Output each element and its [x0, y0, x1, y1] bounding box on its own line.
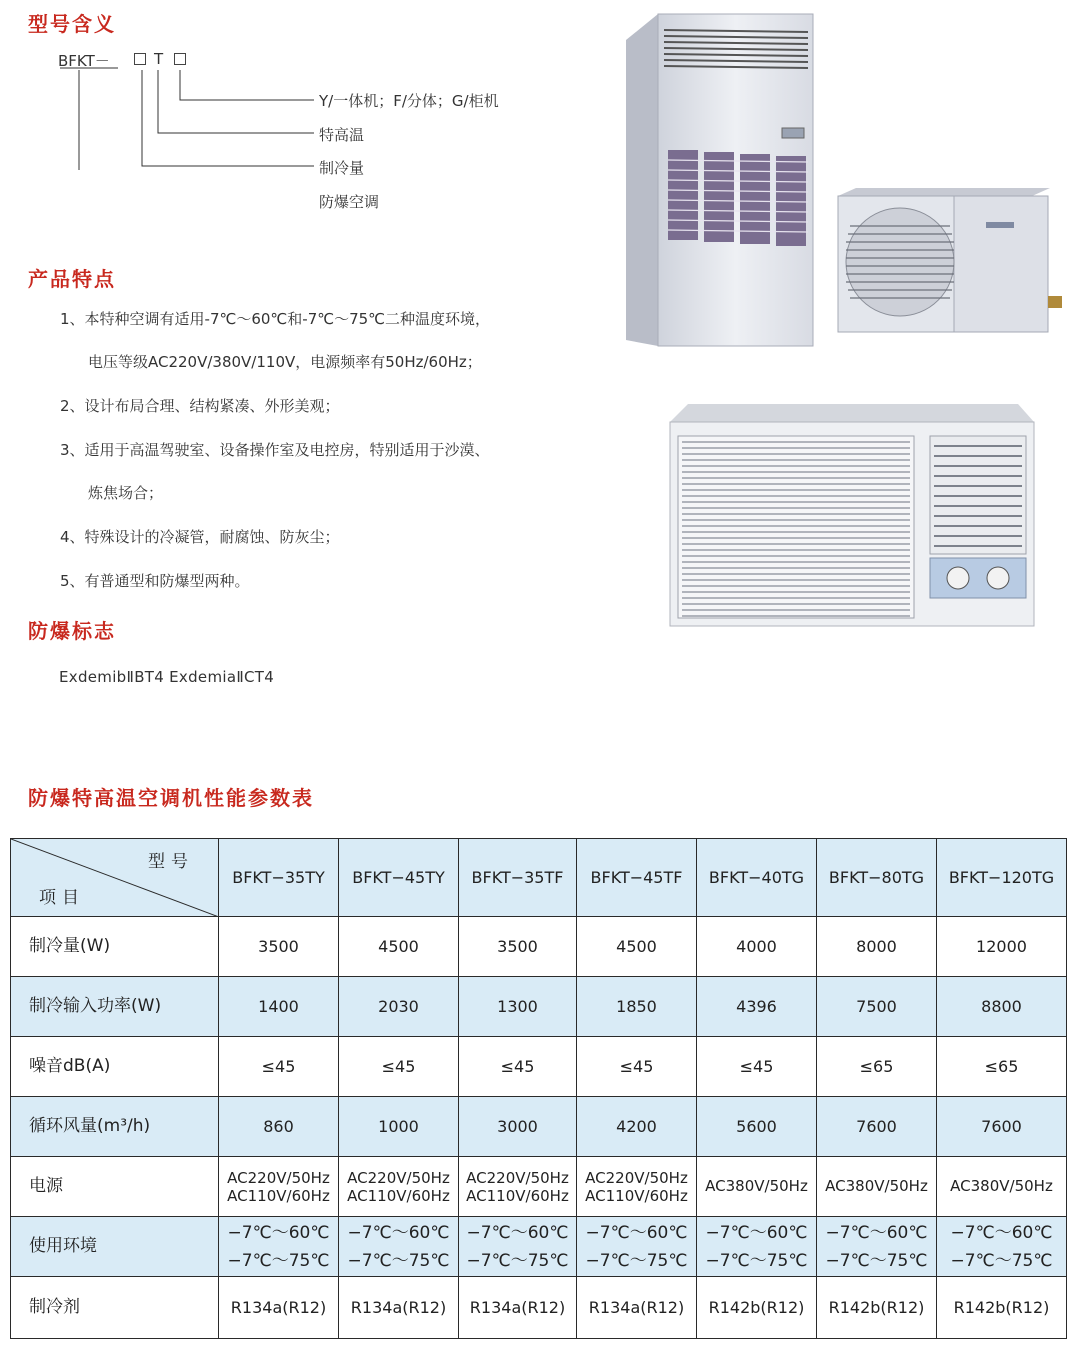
legend-high-temp: 特高温 [319, 126, 365, 144]
model-code-t: T [154, 50, 164, 68]
table-cell-line: AC380V/50Hz [705, 1177, 808, 1196]
model-code-prefix: BFKT－ [58, 52, 110, 70]
table-cell-line: AC380V/50Hz [950, 1177, 1053, 1196]
table-cell: 4000 [697, 917, 817, 977]
table-cell-line: −7℃～75℃ [227, 1250, 330, 1271]
table-cell [459, 1217, 577, 1277]
table-row-input-power [11, 977, 1067, 1037]
window-air-conditioner-image [666, 402, 1038, 628]
table-cell: 3500 [459, 917, 577, 977]
table-cell: 3500 [219, 917, 339, 977]
feature-2: 2、设计布局合理、结构紧凑、外形美观； [60, 397, 340, 415]
table-row-environment [11, 1217, 1067, 1277]
spec-table-title: 防爆特高温空调机性能参数表 [28, 786, 314, 810]
table-cell: R134a(R12) [459, 1277, 577, 1339]
table-cell-line: −7℃～60℃ [347, 1222, 450, 1243]
legend-type: Y/一体机；F/分体；G/柜机 [319, 92, 499, 110]
header-model-5: BFKT−80TG [817, 839, 937, 917]
table-cell [339, 1157, 459, 1217]
code-leader-lines [0, 0, 330, 170]
table-cell: ≤45 [339, 1037, 459, 1097]
table-cell: 4500 [339, 917, 459, 977]
table-cell: R142b(R12) [817, 1277, 937, 1339]
table-row-airflow [11, 1097, 1067, 1157]
table-cell: 7600 [817, 1097, 937, 1157]
row-label: 制冷剂 [11, 1277, 219, 1339]
table-cell: 5600 [697, 1097, 817, 1157]
table-cell: R142b(R12) [937, 1277, 1067, 1339]
table-cell-line: −7℃～60℃ [466, 1222, 569, 1243]
split-outdoor-unit-image [836, 186, 1066, 336]
table-cell-line: −7℃～75℃ [347, 1250, 450, 1271]
table-cell-line: −7℃～60℃ [825, 1222, 928, 1243]
table-cell: R134a(R12) [219, 1277, 339, 1339]
table-cell-line: AC220V/50Hz [227, 1168, 330, 1187]
table-cell-line: AC110V/60Hz [227, 1186, 330, 1205]
table-cell [577, 1217, 697, 1277]
table-cell: ≤65 [817, 1037, 937, 1097]
table-cell: 1300 [459, 977, 577, 1037]
table-cell-line: −7℃～75℃ [825, 1250, 928, 1271]
table-cell: 1000 [339, 1097, 459, 1157]
table-cell-line: AC220V/50Hz [585, 1168, 688, 1187]
table-cell [697, 1157, 817, 1217]
table-cell: 4396 [697, 977, 817, 1037]
features-title: 产品特点 [28, 267, 116, 291]
table-cell-line: −7℃～75℃ [466, 1250, 569, 1271]
row-label: 电源 [11, 1157, 219, 1217]
table-cell: 8000 [817, 917, 937, 977]
table-row-refrigerant [11, 1277, 1067, 1339]
table-cell: 1850 [577, 977, 697, 1037]
table-cell [937, 1157, 1067, 1217]
table-cell-line: −7℃～60℃ [585, 1222, 688, 1243]
table-row-noise [11, 1037, 1067, 1097]
table-cell: ≤45 [219, 1037, 339, 1097]
header-item-label: 项目 [39, 888, 85, 909]
table-cell: 1400 [219, 977, 339, 1037]
table-cell [219, 1157, 339, 1217]
table-cell: 3000 [459, 1097, 577, 1157]
table-cell: 7600 [937, 1097, 1067, 1157]
table-cell: R142b(R12) [697, 1277, 817, 1339]
table-cell-line: −7℃～60℃ [227, 1222, 330, 1243]
table-cell [339, 1217, 459, 1277]
row-label: 制冷输入功率(W) [11, 977, 219, 1037]
table-cell [937, 1217, 1067, 1277]
table-header-row [11, 839, 1067, 917]
table-cell-line: AC220V/50Hz [466, 1168, 569, 1187]
table-cell: 7500 [817, 977, 937, 1037]
table-cell: 12000 [937, 917, 1067, 977]
table-cell-line: −7℃～75℃ [950, 1250, 1053, 1271]
header-model-2: BFKT−35TF [459, 839, 577, 917]
table-cell: 4200 [577, 1097, 697, 1157]
table-cell-line: −7℃～60℃ [950, 1222, 1053, 1243]
feature-1-cont: 电压等级AC220V/380V/110V，电源频率有50Hz/60Hz； [88, 353, 482, 371]
explosion-marking-title: 防爆标志 [28, 619, 116, 643]
row-label: 噪音dB(A) [11, 1037, 219, 1097]
header-model-0: BFKT−35TY [219, 839, 339, 917]
table-cell-line: AC110V/60Hz [347, 1186, 450, 1205]
legend-explosion-proof: 防爆空调 [319, 193, 380, 211]
table-cell: ≤65 [937, 1037, 1067, 1097]
feature-5: 5、有普通型和防爆型两种。 [60, 572, 250, 590]
table-cell [697, 1217, 817, 1277]
table-cell: 4500 [577, 917, 697, 977]
table-cell: 860 [219, 1097, 339, 1157]
feature-3: 3、适用于高温驾驶室、设备操作室及电控房，特别适用于沙漠、 [60, 441, 490, 459]
table-cell-line: −7℃～75℃ [585, 1250, 688, 1271]
model-meaning-title: 型号含义 [28, 12, 116, 36]
feature-3-cont: 炼焦场合； [88, 484, 164, 502]
table-cell-line: AC110V/60Hz [466, 1186, 569, 1205]
table-cell: ≤45 [697, 1037, 817, 1097]
header-corner-cell [11, 839, 219, 917]
explosion-marking-text: ExdemibⅡBT4 ExdemiaⅡCT4 [59, 668, 275, 686]
table-cell [459, 1157, 577, 1217]
header-model-3: BFKT−45TF [577, 839, 697, 917]
table-cell [219, 1217, 339, 1277]
cabinet-air-conditioner-image [618, 10, 818, 350]
table-cell-line: AC110V/60Hz [585, 1186, 688, 1205]
header-model-4: BFKT−40TG [697, 839, 817, 917]
table-cell [817, 1217, 937, 1277]
table-cell: R134a(R12) [577, 1277, 697, 1339]
table-cell [577, 1157, 697, 1217]
table-cell-line: AC220V/50Hz [347, 1168, 450, 1187]
feature-4: 4、特殊设计的冷凝管，耐腐蚀、防灰尘； [60, 528, 340, 546]
feature-1: 1、本特种空调有适用-7℃～60℃和-7℃～75℃二种温度环境， [60, 310, 491, 328]
header-model-label: 型号 [148, 852, 194, 872]
row-label: 使用环境 [11, 1217, 219, 1277]
row-label: 制冷量(W) [11, 917, 219, 977]
table-cell: ≤45 [577, 1037, 697, 1097]
table-cell: R134a(R12) [339, 1277, 459, 1339]
table-cell-line: −7℃～60℃ [705, 1222, 808, 1243]
table-cell: 8800 [937, 977, 1067, 1037]
header-model-1: BFKT−45TY [339, 839, 459, 917]
table-row-cooling-capacity [11, 917, 1067, 977]
table-cell [817, 1157, 937, 1217]
table-cell-line: −7℃～75℃ [705, 1250, 808, 1271]
table-cell: ≤45 [459, 1037, 577, 1097]
spec-table [10, 838, 1067, 1339]
row-label: 循环风量(m³/h) [11, 1097, 219, 1157]
table-cell-line: AC380V/50Hz [825, 1177, 928, 1196]
header-model-6: BFKT−120TG [937, 839, 1067, 917]
legend-capacity: 制冷量 [319, 159, 365, 177]
table-cell: 2030 [339, 977, 459, 1037]
table-row-power-supply [11, 1157, 1067, 1217]
